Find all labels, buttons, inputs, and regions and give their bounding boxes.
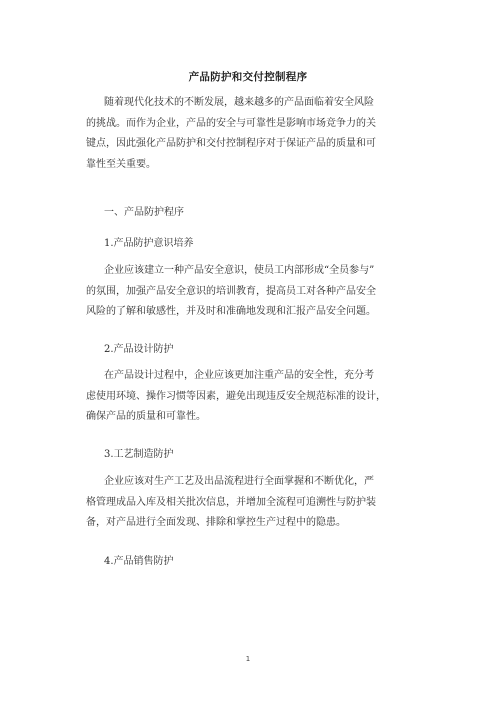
section-heading: 一、产品防护程序: [104, 207, 184, 218]
item-3-line-3: 备，对产品进行全面发现、排除和掌控生产过程中的隐患。: [86, 517, 346, 528]
item-2-line-1: 在产品设计过程中，企业应该更加注重产品的安全性，充分考: [104, 370, 374, 381]
item-paragraph-1: [86, 261, 404, 323]
item-2-line-3: 确保产品的质量和可靠性。: [86, 411, 206, 422]
item-3-line-1: 企业应该对生产工艺及出品流程进行全面掌握和不断优化，严: [104, 476, 374, 487]
item-heading-4: 4.产品销售防护: [104, 556, 174, 567]
item-heading-1: 1.产品防护意识培养: [104, 238, 194, 249]
item-paragraph-3: [86, 472, 404, 534]
intro-line-4: 靠性至关重要。: [86, 158, 156, 170]
intro-line-3: 键点，因此强化产品防护和交付控制程序对于保证产品的质量和可: [86, 138, 376, 149]
item-1-line-2: 的氛围，加强产品安全意识的培训教育，提高员工对各种产品安全: [86, 285, 376, 297]
item-heading-3: 3.工艺制造防护: [104, 449, 174, 460]
item-heading-2: 2.产品设计防护: [104, 344, 174, 355]
page-number: 1: [245, 655, 251, 663]
intro-line-1: 随着现代化技术的不断发展，越来越多的产品面临着安全风险: [104, 97, 374, 108]
intro-line-2: 的挑战。而作为企业，产品的安全与可靠性是影响市场竞争力的关: [86, 117, 376, 129]
document-title: 产品防护和交付控制程序: [188, 71, 308, 83]
item-paragraph-2: [86, 366, 404, 428]
item-2-line-2: 虑使用环境、操作习惯等因素，避免出现违反安全规范标准的设计，: [86, 390, 386, 402]
intro-paragraph: [86, 93, 404, 175]
item-1-line-1: 企业应该建立一种产品安全意识，使员工内部形成“全员参与”: [104, 265, 375, 276]
item-3-line-2: 格管理成品入库及相关批次信息，并增加全流程可追溯性与防护装: [86, 496, 376, 508]
item-1-line-3: 风险的了解和敏感性，并及时和准确地发现和汇报产品安全问题。: [86, 306, 376, 317]
